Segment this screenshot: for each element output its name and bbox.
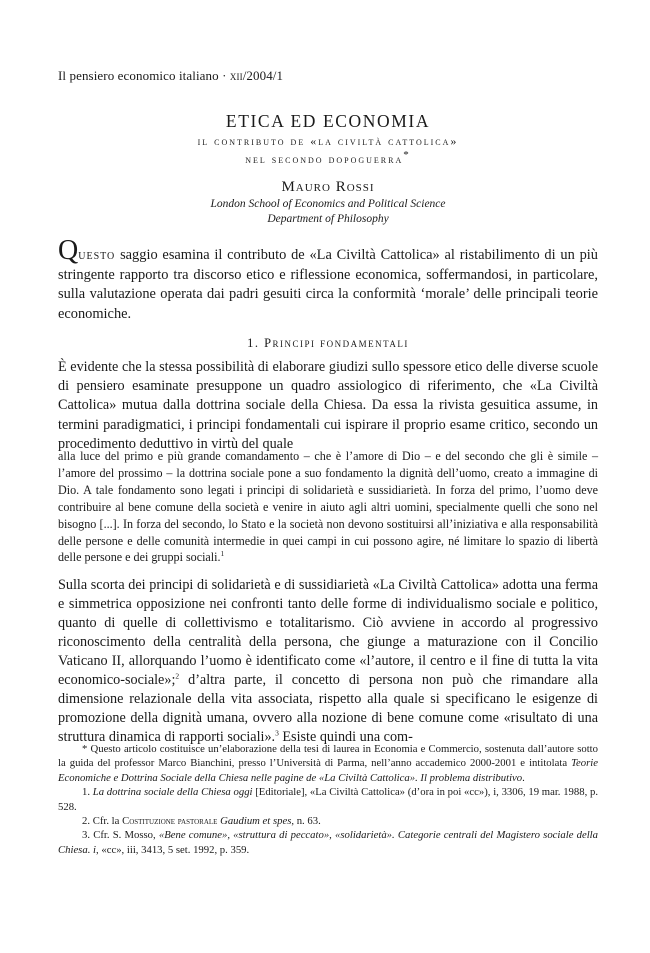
page: [58, 0, 598, 953]
author-name: Mauro Rossi: [281, 179, 375, 195]
footnote-3-title: «Bene comune», «struttura di peccato», «solidarietà». Categorie centrali del Magistero sociale della Chiesa. i: [58, 829, 598, 856]
footnote-2: [58, 814, 598, 828]
author-affiliation: London School of Economics and Political Science: [210, 198, 446, 210]
footnote-star-end: .: [522, 771, 525, 784]
block-quote: [58, 448, 598, 566]
section-heading: [58, 336, 598, 351]
section-title: Principi fondamentali: [264, 336, 409, 350]
footnotes: [58, 742, 598, 857]
paragraph-2-part-b: d’altra parte, il concetto di persona non può che rimandare alla dimensione relazionale della vita associata, rispetto alla quale si specificano le esigenze di promozione della dignità umana, ovvero alla nozione di bene comune come «risultato di una struttura dinamica di rapporti sociali».: [58, 672, 598, 745]
title-footnote-mark: *: [403, 149, 411, 161]
footnote-ref-3: 3: [275, 728, 279, 738]
footnote-star: [58, 742, 598, 785]
article-subtitle-line-2: [58, 150, 598, 168]
subtitle-text: nel secondo dopoguerra: [245, 152, 404, 166]
article-title: ETICA ED ECONOMIA: [225, 111, 431, 131]
footnote-3: [58, 828, 598, 857]
footnote-2-end: , n. 63.: [291, 815, 321, 828]
article-subtitle-line-1: il contributo de «la civiltà cattolica»: [197, 134, 459, 148]
paragraph-2-part-c: Esiste quindi una com-: [278, 729, 413, 745]
drop-cap: Q: [58, 235, 79, 266]
paragraph-2-part-a: Sulla scorta dei principi di solidarietà e di sussidiarietà «La Civiltà Cattolica» adotta una ferma e simmetrica opposizione nei confronti tanto delle forme di individualismo sociale e politico, quanto di quelle di collettivismo e totalitarismo. Ciò avviene in accordo al progressivo riconoscimento della centralità della persona, che giunge a maturazione con il Concilio Vaticano II, allorquando l’uomo è identificato come «l’autore, il centro e il fine di tutta la vita economico-sociale»;: [58, 577, 598, 688]
abstract-lead: uesto: [78, 247, 116, 263]
footnote-star-title: Teorie Economiche e Dottrina Sociale della Chiesa nelle pagine de «La Civiltà Cattolica». Il problema distributivo: [58, 757, 598, 784]
abstract: [58, 235, 598, 324]
paragraph-2: [58, 576, 598, 747]
footnote-3-end: , «cc», iii, 3413, 5 set. 1992, p. 359.: [96, 843, 250, 856]
title-block: [58, 110, 598, 227]
footnote-2-number: 2.: [82, 815, 91, 828]
footnote-1-number: 1.: [82, 786, 91, 799]
footnote-1: [58, 785, 598, 814]
volume-issue: xii/2004/1: [229, 68, 284, 83]
footnote-star-text: Questo articolo costituisce un’elaborazione della tesi di laurea in Economia e Commercio, sostenuta dall’autore sotto la guida del professor Marco Bianchini, presso l’Università di Parma, nell’anno accademico 2000-2001 e intitolata: [58, 743, 598, 770]
footnote-3-number: 3.: [82, 829, 91, 842]
journal-name: Il pensiero economico italiano: [58, 68, 219, 83]
section-number: 1.: [247, 336, 260, 350]
footnote-1-title: La dottrina sociale della Chiesa oggi: [92, 786, 253, 799]
paragraph-1: È evidente che la stessa possibilità di elaborare giudizi sullo spessore etico delle diverse scuole di pensiero esaminate presuppone un quadro assiologico di riferimento, che «La Civiltà Cattolica» mutua dalla dottrina sociale della Chiesa. Da essa la rivista gesuitica assume, in termini paradigmatici, i principi fondamentali cui ispirare il proprio esame critico, secondo un procedimento deduttivo in virtù del quale: [58, 359, 598, 452]
quote-text: alla luce del primo e più grande comandamento – che è l’amore di Dio – e del secondo che gli è simile – l’amore del prossimo – la dottrina sociale pone a suo fondamento la dignità dell’uomo, creato a immagine di Dio. A tale fondamento sono legati i principi di solidarietà e sussidiarietà. In forza del primo, l’uomo deve contribuire al bene comune della società e venire in aiuto agli altri uomini, specialmente quelli che sono nel bisogno [...]. In forza del secondo, lo Stato e la società non devono sostituirsi all’iniziativa e alla responsabilità delle persone e delle comunità intermedie in quei campi in cui possono agire, né limitare lo spazio di libertà delle persone e dei gruppi sociali.: [58, 449, 598, 565]
footnote-ref-2: 2: [175, 671, 180, 681]
footnote-2-text: Cfr. la: [90, 815, 123, 828]
footnote-1-text: [Editoriale], «La Civiltà Cattolica» (d’ora in poi «cc»), i, 3306, 19 mar. 1988, p. 528.: [58, 786, 599, 813]
running-head: Il pensiero economico italiano · xii/2004/1: [58, 68, 284, 83]
author-department: Department of Philosophy: [267, 213, 389, 225]
footnote-2-title: Gaudium et spes: [217, 815, 292, 828]
footnote-2-doc: Costituzione pastorale: [122, 815, 218, 828]
footnote-3-text: Cfr. S. Mosso,: [90, 829, 159, 842]
footnote-star-mark: *: [82, 743, 88, 755]
footnote-ref-1: 1: [220, 549, 225, 559]
abstract-text: saggio esamina il contributo de «La Civiltà Cattolica» al ristabilimento di un più stringente rapporto tra discorso etico e riflessione economica, soffermandosi, in particolare, sulla valutazione operata dai padri gesuiti circa la conformità ‘morale’ delle principali teorie economiche.: [58, 247, 598, 322]
